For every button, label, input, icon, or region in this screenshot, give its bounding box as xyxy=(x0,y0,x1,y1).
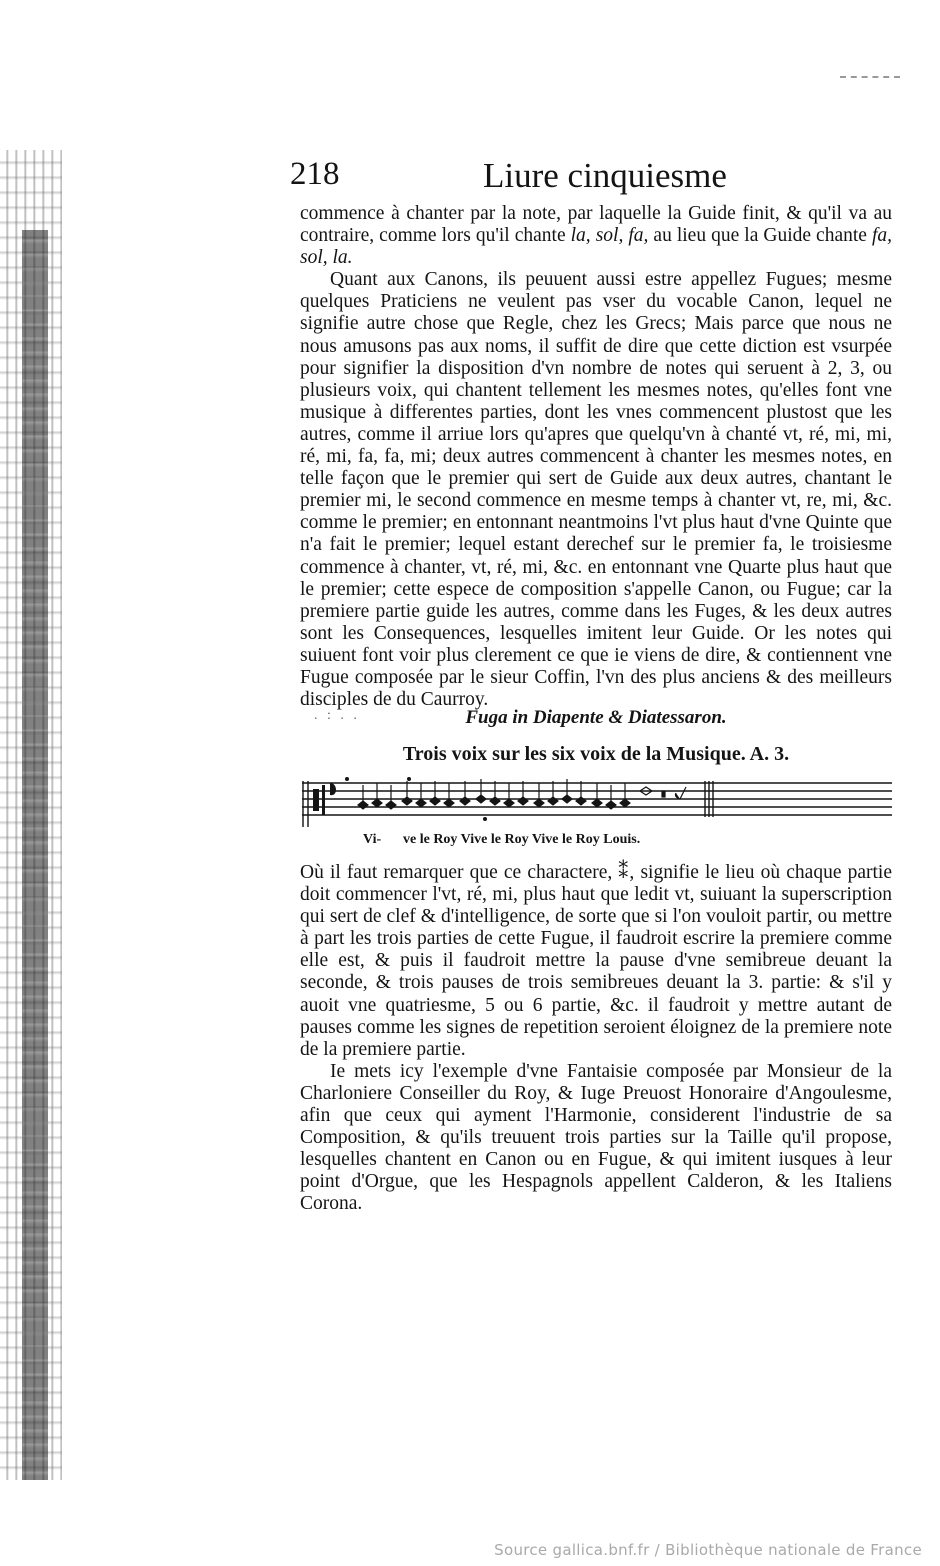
scan-artifact xyxy=(840,76,900,78)
page-number: 218 xyxy=(290,156,340,192)
paragraph-continuation: commence à chanter par la note, par laquelle la Guide finit, & qu'il va au contraire, comme lors qu'il chante la, sol, fa, au lieu que la Guide chante fa, sol, la. xyxy=(300,203,892,269)
text-lower xyxy=(300,862,892,1216)
paragraph-canons: Quant aux Canons, ils peuuent aussi estre appellez Fugues; mesme quelques Praticiens ne veulent pas vser du vocable Canon, lequel ne signifie autre chose que Regle, chez les Grecs; Mais parce que nous ne nous amusons pas aux noms, il suffit de dire que cette diction est vsurpée pour signifier la disposition d'vn nombre de notes qui seruent à 2, 3, ou plusieurs voix, qui chantent tellement les mesmes notes, qu'elles font vne musique à differentes parties, dont les vnes commencent plustost que les autres, comme il arriue lors qu'apres que quelqu'vn à chanté vt, ré, mi, mi, ré, mi, fa, fa, mi; deux autres commencent à chanter les mesmes notes, en telle façon que le premier qui sert de Guide aux deux autres, chantant le premier mi, le second commence en mesme temps à chanter vt, re, mi, &c. comme le premier; en entonnant neantmoins l'vt plus haut d'vne Quinte que n'a fait le premier; lequel estant derechef sur le premier fa, le troisiesme commence à chanter, vt, ré, mi, &c. en entonnant vne Quarte plus haut que le premier; cette espece de composition s'appelle Canon, ou Fugue; car la premiere partie guide les autres, comme dans les Fuges, & les deux autres sont les Consequences, lesquelles imitent leur Guide. Or les notes qui suiuent font voir plus clerement ce que ie viens de dire, & contiennent vne Fugue composée par le sieur Coffin, l'vn des plus anciens & des meilleurs disciples de du Caurroy. xyxy=(300,269,892,711)
music-example-title: Fuga in Diapente & Diatessaron. xyxy=(465,707,727,728)
lyric-first-syllable: Vi- xyxy=(363,832,382,847)
music-example-caption: Trois voix sur les six voix de la Musique. A. 3. xyxy=(402,743,790,765)
paragraph-remark: Où il faut remarquer que ce charactere, ⁑, signifie le lieu où chaque partie doit commencer l'vt, ré, mi, plus haut que ledit vt, suiuant la superscription qui sert de clef & d'intelligence, de sorte que si l'on vouloit partir, ou mettre à part les trois parties de cette Fugue, il faudroit escrire la premiere comme elle est, & puis il faudroit mettre la pause d'vne semibreue deuant la seconde, & trois pauses de trois semibreues deuant la 3. partie: & s'il y auoit vne quatriesme, 5 ou 6 partie, &c. il faudroit y mettre autant de pauses comme les signes de repetition seroient éloignez de la premiere note de la premiere partie. xyxy=(300,862,892,1060)
binding-edge-dark xyxy=(22,230,48,1480)
running-title: Liure cinquiesme xyxy=(483,156,727,195)
source-attribution: Source gallica.bnf.fr / Bibliothèque nationale de France xyxy=(494,1541,922,1559)
text-upper xyxy=(300,203,892,711)
page-header xyxy=(290,156,890,202)
paragraph-fantaisie: Ie mets icy l'exemple d'vne Fantaisie composée par Monsieur de la Charloniere Conseiller du Roy, & Iuge Preuost Honoraire d'Angoulesme, afin que ceux qui ayment l'Harmonie, considerent l'industrie de sa Composition, & qu'ils treuuent trois parties sur la Taille qu'il propose, lesquelles chantent en Canon ou en Fugue, & qui imitent iusques à leur point d'Orgue, que les Hespagnols appellent Calderon, & les Italiens Corona. xyxy=(300,1060,892,1215)
decorative-dots: . : . . xyxy=(314,708,360,723)
music-staff xyxy=(300,775,894,829)
lyric-text: ve le Roy Vive le Roy Vive le Roy Louis. xyxy=(403,832,641,847)
staff-notation xyxy=(300,775,894,829)
